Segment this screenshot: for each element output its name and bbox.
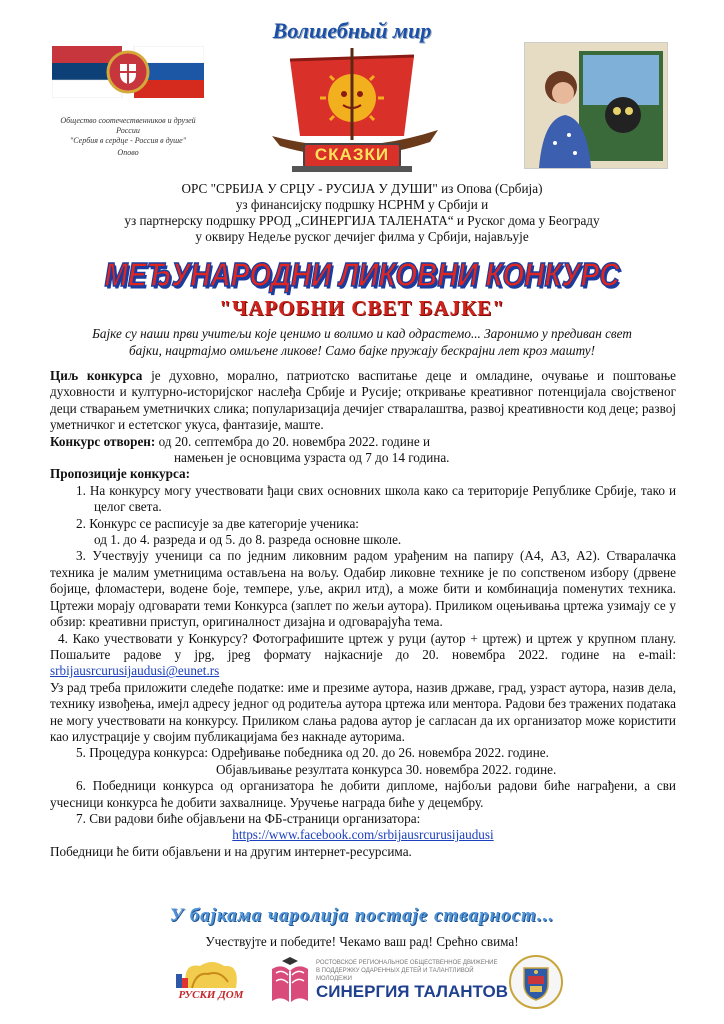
item-5: 5. Процедура конкурса: Одређивање победника од 20. до 26. новембра 2022. године. <box>76 745 549 761</box>
item-2-categories: од 1. до 4. разреда и од 5. до 8. разреда основне школе. <box>94 532 402 548</box>
tagline-line-1: Бајке су наши први учитељи које ценимо и волимо и кад одрастемо... Заронимо у предиван свет <box>92 326 632 341</box>
coat-of-arms-emblem <box>508 954 564 1010</box>
contest-title-text: МЕЂУНАРОДНИ ЛИКОВНИ КОНКУРС <box>104 256 620 294</box>
contest-title <box>96 256 628 292</box>
item-4-text: 4. Како учествовати у Конкурсу? Фотографишите цртеж у руци (аутор + цртеж) и цртеж у крупном плану. Пошаљите радове у jpg, jpeg формату најкасније до 20. новембра 2022. године на e-mail: <box>50 630 676 662</box>
contest-body <box>50 368 676 860</box>
tagline-line-2: бајки, нацртајмо омиљене ликове! Само бајке пружају бескрајни лет кроз машту! <box>128 343 596 358</box>
magic-world-logo <box>232 18 472 176</box>
intro-line-organizer: ОРС "СРБИЈА У СРЦУ - РУСИЈА У ДУШИ" из Опова (Србија) <box>181 181 543 196</box>
item-7: 7. Сви радови биће објављени на ФБ-страници организатора: <box>76 810 421 826</box>
facebook-line <box>50 827 676 843</box>
serbia-russia-flags-icon <box>52 46 204 98</box>
ruski-dom-logo <box>172 952 250 1014</box>
open-dates: од 20. септембра до 20. новембра 2022. године и <box>155 433 431 449</box>
logo-title: Волшебный мир <box>272 18 432 43</box>
book-icon <box>268 955 312 1011</box>
slogan: У бајкама чаролија постаје стварност... <box>169 905 555 926</box>
goal-paragraph <box>50 368 676 434</box>
ruski-dom-icon <box>172 952 250 1014</box>
facebook-link[interactable]: https://www.facebook.com/srbijausrcurusijaudusi <box>232 827 494 843</box>
society-name-line: Общество соотечественников и друзей России <box>60 116 196 135</box>
intro-line-funding: уз финансијску подршку НСРНМ у Србији и <box>235 197 489 212</box>
child-with-painting-icon <box>525 43 667 168</box>
contest-subtitle: "ЧАРОБНИ СВЕТ БАЈКЕ" <box>219 296 505 320</box>
closing-line: Учествујте и победите! Чекамо ваш рад! Срећно свима! <box>205 934 519 949</box>
society-logo <box>52 40 204 170</box>
sinergia-name: СИНЕРГИЯ ТАЛАНТОВ <box>316 982 508 1001</box>
sinergia-subtitle: РОСТОВСКОЕ РЕГИОНАЛЬНОЕ ОБЩЕСТВЕННОЕ ДВИЖЕНИЕ В ПОДДЕРЖКУ ОДАРЕННЫХ ДЕТЕЙ И ТАЛАНТЛИВОЙ МОЛОДЕЖИ <box>316 960 498 982</box>
item-3: 3. Учествују ученици са по једним ликовним радом урађеним на папиру (А4, А3, А2). Стваралачка техника је малим уметницима остављена на вољу. Одабир ликовне технике је по сопственом избору (дрвене бојице, фломастери, водене боје, темпере, уље, акрил итд), а може бити и комбинација поменутих техника. Цртежи морају одговарати теми Конкурса (заплет по жељи аутора). Приликом оцењивања цртежа узимају се у обзир: креативни приступ, оригиналност дизајна и одговарајућа тема. <box>50 548 676 630</box>
item-1: 1. На конкурсу могу учествовати ђаци свих основних школа како са територије Републике Србије, тако и целог света. <box>76 482 676 515</box>
ruski-dom-text: РУСКИ ДОМ <box>178 989 244 1001</box>
item-4 <box>50 631 676 680</box>
intro-line-partners: уз партнерску подршку РРОД „СИНЕРГИЈА ТАЛЕНАТА“ и Руског дома у Београду <box>124 213 600 228</box>
propositions-label-text: Пропозиције конкурса: <box>50 466 190 482</box>
item-6: 6. Победници конкурса од организатора ће добити дипломе, најбољи радови биће награђени, а сви учесници конкурса ће добити захвалнице. Уручење награда биће у децембру. <box>50 778 676 810</box>
open-paragraph <box>50 434 676 450</box>
tagline <box>40 325 684 359</box>
logo-sail-word: СКАЗКИ <box>314 145 390 164</box>
open-age: намењен је основцима узраста од 7 до 14 година. <box>174 450 450 466</box>
society-town-line: Опово <box>117 148 139 157</box>
coat-of-arms-icon <box>508 954 564 1010</box>
goal-text: је духовно, морално, патриотско васпитање деце и омладине, очување и поштовање духовности и културно-историјског наслеђа Србије и Русије; откривање креативног потенцијала својственог деци стварањем уметничких слика; популаризација дечијег стваралаштва, развој креативности код деце; развој уметничког и естетског укуса, фантазије, маште. <box>50 368 677 433</box>
email-link[interactable]: srbijausrcurusijaudusi@eunet.rs <box>50 663 220 679</box>
winners-note: Победници ће бити објављени и на другим интернет-ресурсима. <box>50 843 412 859</box>
item-4-requirements: Уз рад треба приложити следеће податке: име и презиме аутора, назив државе, град, узраст аутора, назив дела, технику извођења, имејл адресу једног од родитеља аутора цртежа или ментора. Радови без тражених података не могу учествовати на конкурсу. Приликом слања радова аутор је сагласан да их организатор може користити као илустрације у својим публикацијама без накнаде ауторима. <box>50 679 676 744</box>
sinergia-logo <box>268 955 508 1011</box>
society-motto-line: "Сербия в сердце - Россия в душе" <box>69 136 187 145</box>
child-painting-photo <box>524 42 668 169</box>
item-2: 2. Конкурс се расписује за две категорије ученика: <box>76 515 359 531</box>
item-5-results: Објављивање резултата конкурса 30. новембра 2022. године. <box>216 761 557 777</box>
goal-label: Циљ конкурса <box>50 368 143 383</box>
open-label: Конкурс отворен: <box>50 433 156 449</box>
intro-line-announce: у оквиру Недеље руског дечијег филма у Србији, најављује <box>195 229 529 244</box>
propositions-label <box>50 466 676 482</box>
